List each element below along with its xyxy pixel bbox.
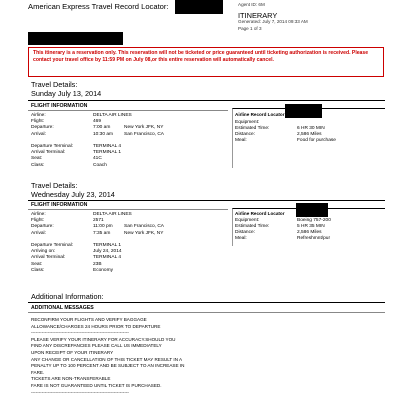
detail-label: Arrival Terminal: bbox=[31, 150, 66, 156]
equipment-label: Distance: bbox=[235, 230, 255, 235]
detail-label: Arrival Terminal: bbox=[31, 255, 66, 261]
travel-date-2: Wednesday July 23, 2014 bbox=[31, 190, 115, 199]
detail-label: Airline: bbox=[31, 212, 46, 217]
message-line: UPON RECEIPT OF YOUR ITINERARY bbox=[31, 350, 114, 355]
detail-label: Departure: bbox=[31, 224, 54, 230]
detail-location: San Francisco, CA bbox=[124, 224, 164, 230]
flight-information-label-2: FLIGHT INFORMATION bbox=[31, 202, 88, 208]
detail-label: Arrival: bbox=[31, 131, 46, 137]
generated-timestamp: Generated: July 7, 2014 09:33 AM bbox=[238, 19, 308, 24]
message-line: RECONFIRM YOUR FLIGHTS AND VERIFY BAGGAGE bbox=[31, 317, 147, 322]
additional-subdivider bbox=[28, 312, 385, 313]
detail-value: 10:30 am bbox=[93, 131, 114, 137]
travel-date-1: Sunday July 13, 2014 bbox=[31, 89, 102, 98]
traveler-name-redaction bbox=[28, 32, 123, 45]
message-line: PENALTY UP TO 100 PERCENT AND BE SUBJECT TO AN INCREASE IN bbox=[31, 363, 185, 369]
detail-value: 11:00 pm bbox=[93, 224, 113, 230]
detail-label: Departure: bbox=[31, 125, 54, 131]
equipment-value: 5 HR 35 MIN bbox=[297, 224, 325, 229]
detail-value: 2571 bbox=[93, 218, 104, 224]
message-line: FARE. bbox=[31, 369, 45, 375]
additional-information-title: Additional Information: bbox=[31, 292, 104, 301]
additional-divider bbox=[28, 302, 385, 303]
equipment-value: 2,586 Miles bbox=[297, 132, 322, 137]
detail-label: Arrival: bbox=[31, 230, 46, 236]
detail-value: 469 bbox=[93, 119, 102, 125]
detail-label: Seat: bbox=[31, 261, 43, 267]
detail-label: Flight: bbox=[31, 119, 45, 125]
detail-value: 7:00 am bbox=[93, 125, 111, 131]
detail-label: Class: bbox=[31, 162, 45, 168]
detail-value: Economy bbox=[93, 267, 113, 273]
record-locator-redaction bbox=[175, 0, 223, 14]
segment-2-subdivider bbox=[28, 209, 228, 210]
segment-2-divider bbox=[28, 200, 385, 201]
equipment-label: Equipment: bbox=[235, 120, 260, 125]
detail-label: Flight: bbox=[31, 218, 45, 224]
detail-label: Arriving on: bbox=[31, 249, 56, 255]
message-line: ANY CHANGE OR CANCELLATION OF THIS TICKET MAY RESULT IN A bbox=[31, 356, 183, 362]
flight-information-label-1: FLIGHT INFORMATION bbox=[31, 103, 88, 109]
segment-1-divider bbox=[28, 100, 385, 101]
travel-details-title-2: Travel Details: bbox=[31, 181, 78, 190]
detail-value: 7:35 am bbox=[93, 230, 111, 236]
detail-label: Seat: bbox=[31, 156, 43, 162]
additional-messages-label: ADDITIONAL MESSAGES bbox=[31, 305, 94, 311]
detail-location: San Francisco, CA bbox=[124, 131, 164, 137]
detail-label: Departure Terminal: bbox=[31, 243, 74, 248]
equipment-value: Food for purchase bbox=[297, 138, 336, 143]
segment-1-subdivider bbox=[28, 110, 228, 111]
equipment-label: Meal: bbox=[235, 138, 247, 143]
detail-value: 23B bbox=[93, 261, 102, 267]
airline-record-locator-label-2: Airline Record Locator bbox=[235, 211, 285, 216]
document-title: American Express Travel Record Locator: bbox=[28, 2, 169, 11]
equipment-value: 6 HR 30 MIN bbox=[297, 126, 325, 131]
detail-value: 41C bbox=[93, 156, 102, 162]
equipment-label: Estimated Time: bbox=[235, 126, 270, 131]
airline-record-locator-label-1: Airline Record Locator bbox=[235, 112, 285, 117]
detail-label: Departure Terminal: bbox=[31, 144, 74, 149]
travel-details-title-1: Travel Details: bbox=[31, 80, 78, 89]
equipment-label: Equipment: bbox=[235, 218, 260, 223]
equipment-value: Boeing 757-200 bbox=[297, 218, 331, 223]
equipment-value: Refreshmnt/pur bbox=[297, 236, 331, 241]
message-line: ---------------------------------------------------------------- bbox=[31, 389, 129, 395]
detail-value: DELTA AIR LINES bbox=[93, 212, 132, 217]
message-line: PLEASE VERIFY YOUR ITINERARY FOR ACCURACY.SHOULD YOU bbox=[31, 336, 176, 342]
equipment-label: Meal: bbox=[235, 236, 247, 241]
detail-value: TERMINAL 1 bbox=[93, 150, 122, 156]
detail-location: New York JFK, NY bbox=[124, 125, 164, 131]
detail-value: TERMINAL 4 bbox=[93, 255, 122, 261]
itinerary-label: ITINERARY bbox=[238, 11, 278, 20]
message-line: ALLOWANCE/CHARGES 24 HOURS PRIOR TO DEPARTURE bbox=[31, 323, 161, 329]
page-number: Page 1 of 3 bbox=[238, 26, 262, 31]
detail-location: New York JFK, NY bbox=[124, 230, 164, 236]
equipment-label: Distance: bbox=[235, 132, 255, 137]
detail-label: Airline: bbox=[31, 113, 46, 118]
detail-value: DELTA AIR LINES bbox=[93, 113, 132, 118]
message-line: FIND ANY DISCREPANCIES PLEASE CALL US IMMEDIATELY bbox=[31, 343, 162, 349]
message-line: FARE IS NOT GUARANTEED UNTIL TICKET IS PURCHASED. bbox=[31, 383, 162, 388]
message-line: ---------------------------------------------------------------- bbox=[31, 330, 129, 336]
detail-value: TERMINAL 4 bbox=[93, 144, 122, 149]
airline-record-locator-redaction-2 bbox=[296, 203, 328, 217]
equipment-label: Estimated Time: bbox=[235, 224, 270, 229]
airline-record-locator-redaction-1 bbox=[285, 104, 322, 118]
detail-value: TERMINAL 1 bbox=[93, 243, 122, 248]
equipment-value: 2,586 Miles bbox=[297, 230, 322, 235]
detail-label: Class: bbox=[31, 267, 45, 273]
reservation-notice: This itinerary is a reservation only. This reservation will not be ticketed or price guaranteed until ticketing authorization is received. Please contact your travel office by 11:59 PM on July 08,or this entire reservation will automatically cancel. bbox=[28, 47, 384, 77]
detail-value: Coach bbox=[93, 162, 107, 168]
message-line: TICKETS ARE NON-TRANSFERABLE bbox=[31, 376, 111, 382]
detail-value: July 24, 2014 bbox=[93, 249, 122, 255]
agent-id: Agent ID: 6M bbox=[238, 2, 265, 7]
